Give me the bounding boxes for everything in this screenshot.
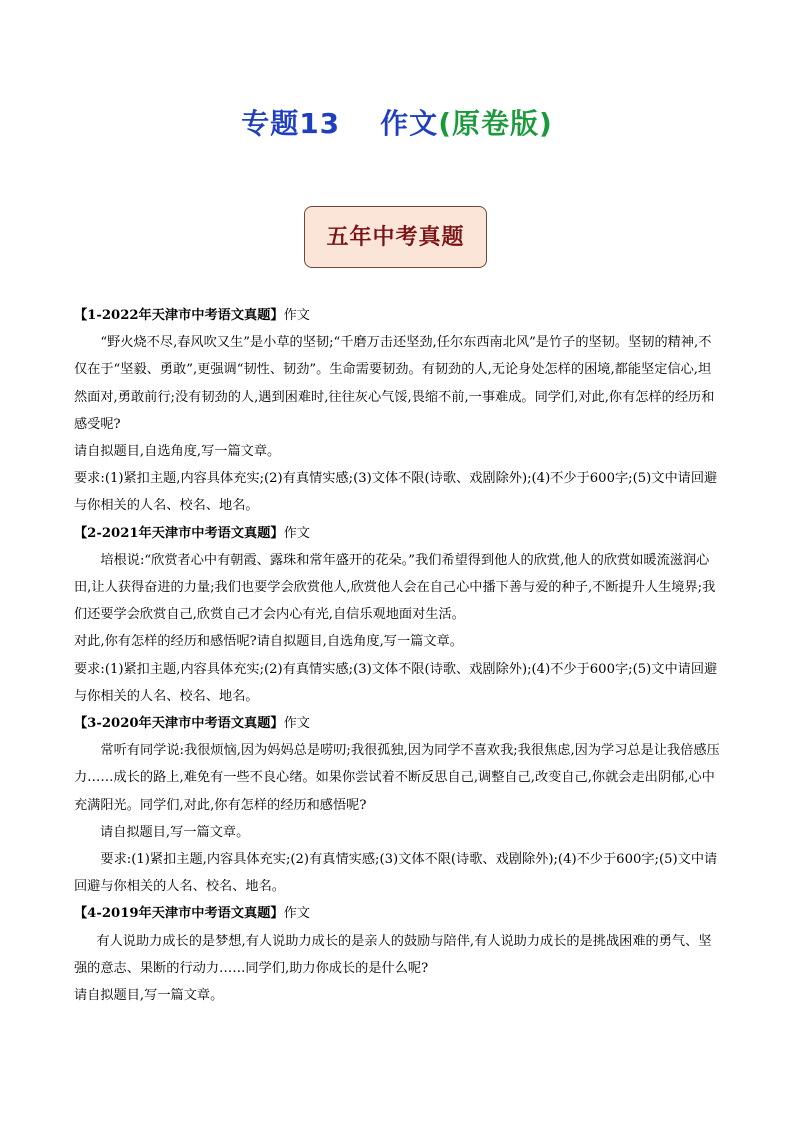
question-header bbox=[74, 302, 722, 329]
question-requirements: 要求:(1)紧扣主题,内容具体充实;(2)有真情实感;(3)文体不限(诗歌、戏剧除外);(4)不少于600字;(5)文中请回避与你相关的人名、校名、地名。 bbox=[74, 471, 718, 514]
question-type: 作文 bbox=[283, 716, 310, 732]
question-label: 【4-2019年天津市中考语文真题】 bbox=[74, 906, 284, 922]
title-sub: 作文 bbox=[380, 107, 439, 140]
title-edition: (原卷版) bbox=[438, 107, 553, 140]
question-header bbox=[74, 710, 722, 737]
question-header bbox=[74, 900, 722, 927]
question-type: 作文 bbox=[283, 906, 310, 922]
question-prompt: 培根说:“欣赏者心中有朝霞、露珠和常年盛开的花朵。”我们希望得到他人的欣赏,他人的欣赏如暖流滋润心田,让人获得奋进的力量;我们也要学会欣赏他人,欣赏他人会在自己心中播下善与爱的种子,不断提升人生境界;我们还要学会欣赏自己,欣赏自己才会内心有光,自信乐观地面对生活。 bbox=[74, 552, 716, 623]
question-instruction: 对此,你有怎样的经历和感悟呢?请自拟题目,自选角度,写一篇文章。 bbox=[74, 634, 463, 650]
question-instruction: 请自拟题目,写一篇文章。 bbox=[74, 988, 224, 1004]
question-requirements: 要求:(1)紧扣主题,内容具体充实;(2)有真情实感;(3)文体不限(诗歌、戏剧除外);(4)不少于600字;(5)文中请回避与你相关的人名、校名、地名。 bbox=[74, 852, 718, 895]
question-label: 【2-2021年天津市中考语文真题】 bbox=[74, 525, 284, 541]
question-label: 【1-2022年天津市中考语文真题】 bbox=[74, 308, 284, 323]
title-main: 专题13 bbox=[241, 107, 341, 140]
question-requirements: 要求:(1)紧扣主题,内容具体充实;(2)有真情实感;(3)文体不限(诗歌、戏剧除外);(4)不少于600字;(5)文中请回避与你相关的人名、校名、地名。 bbox=[74, 661, 718, 704]
question-type: 作文 bbox=[283, 308, 310, 323]
question-prompt: 有人说助力成长的是梦想,有人说助力成长的是亲人的鼓励与陪伴,有人说助力成长的是挑战困难的勇气、坚强的意志、果断的行动力……同学们,助力你成长的是什么呢? bbox=[74, 933, 712, 976]
question-instruction: 请自拟题目,写一篇文章。 bbox=[100, 824, 250, 840]
question-prompt: 常听有同学说:我很烦恼,因为妈妈总是唠叨;我很孤独,因为同学不喜欢我;我很焦虑,因为学习总是让我倍感压力……成长的路上,难免有一些不良心绪。如果你尝试着不断反思自己,调整自己,改变自己,你就会走出阴郁,心中充满阳光。同学们,对此,你有怎样的经历和感悟呢? bbox=[74, 743, 720, 813]
question-list bbox=[74, 302, 722, 1009]
document-title bbox=[0, 102, 794, 142]
question-instruction: 请自拟题目,自选角度,写一篇文章。 bbox=[74, 444, 281, 460]
question-header bbox=[74, 520, 722, 547]
section-badge: 五年中考真题 bbox=[304, 206, 487, 268]
question-type: 作文 bbox=[283, 525, 310, 541]
question-prompt: “野火烧不尽,春风吹又生”是小草的坚韧;“千磨万击还坚劲,任尔东西南北风”是竹子的坚韧。坚韧的精神,不仅在于“坚毅、勇敢”,更强调“韧性、韧劲”。生命需要韧劲。有韧劲的人,无论身处怎样的困境,都能坚定信心,坦然面对,勇敢前行;没有韧劲的人,遇到困难时,往往灰心气馁,畏缩不前,一事难成。同学们,对此,你有怎样的经历和感受呢? bbox=[74, 335, 715, 432]
question-label: 【3-2020年天津市中考语文真题】 bbox=[74, 716, 284, 732]
